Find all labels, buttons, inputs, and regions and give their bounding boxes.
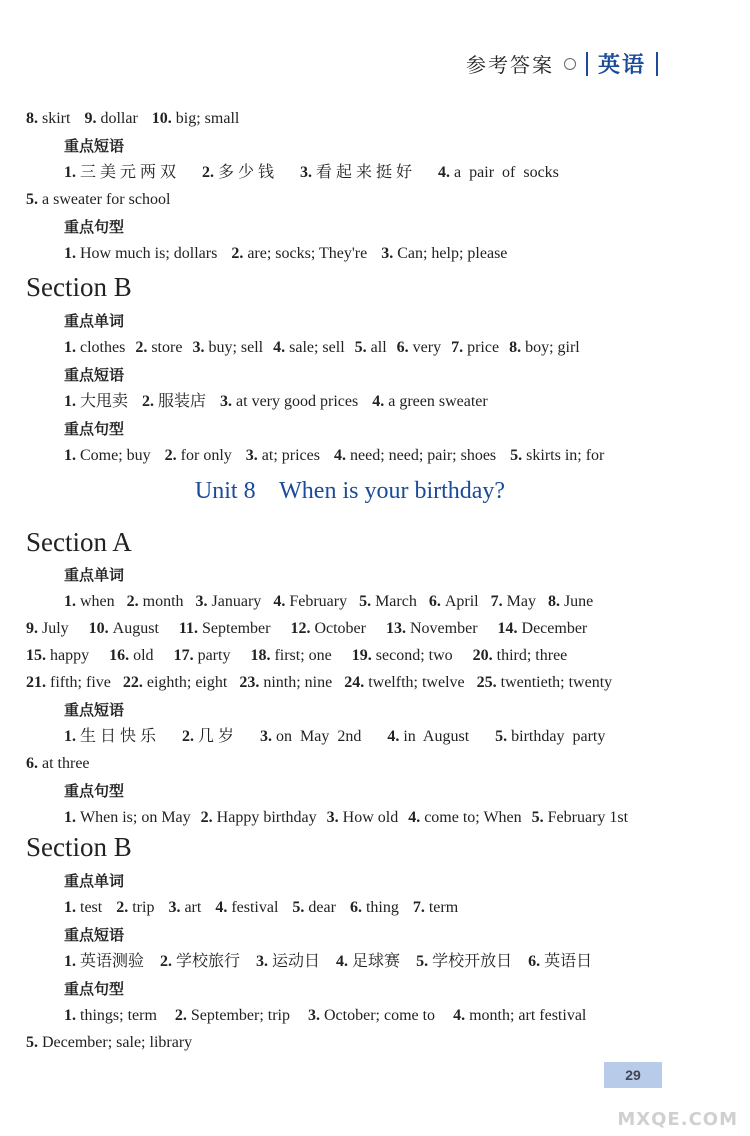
answer-number: 2. [202,164,219,181]
answer-text: third; three [496,647,568,664]
page-header [466,48,658,79]
answer-number: 8. [26,110,42,127]
answer-line [0,589,750,615]
answer-number: 4. [273,339,290,356]
answer-text: eighth; eight [146,674,228,691]
answer-item [381,245,507,262]
answer-number: 2. [135,339,152,356]
answer-number: 3. [195,593,212,610]
answer-item [64,245,217,262]
answer-number: 22. [122,674,147,691]
answer-item [355,339,387,356]
answer-item [220,393,358,410]
answer-item [231,245,367,262]
answer-text: 学校旅行 [176,953,241,970]
answer-text: clothes [80,339,126,356]
answer-text: Happy birthday [216,809,317,826]
answer-text: twentieth; twenty [500,674,613,691]
answer-text: October [314,620,366,637]
answer-line [0,751,750,777]
section-title: Section A [26,527,132,557]
section-label: 重点单词 [64,872,125,890]
answer-text: a green sweater [388,393,488,410]
answer-item [510,447,604,464]
section-label: 重点单词 [64,566,125,584]
answer-text: Can; help; please [397,245,508,262]
answer-item [123,674,227,691]
answer-number: 3. [300,164,317,181]
answer-number: 6. [349,899,366,916]
answer-number: 3. [220,393,237,410]
answer-item [116,899,154,916]
answer-text: March [375,593,417,610]
answer-text: 足球赛 [352,953,401,970]
answer-item [327,809,399,826]
answer-item [473,647,568,664]
answer-text: store [151,339,183,356]
answer-text: dear [308,899,336,916]
answer-item [64,899,102,916]
answer-number: 5. [416,953,433,970]
answer-number: 2. [116,899,133,916]
answer-item [165,447,232,464]
answer-text: thing [365,899,399,916]
answer-line [0,187,750,213]
answer-text: a sweater for school [42,191,171,208]
answer-item [174,647,231,664]
answer-item [250,647,331,664]
answer-number: 8. [547,593,564,610]
answer-number: 6. [528,953,545,970]
answer-item [246,447,320,464]
answer-number: 5. [495,728,512,745]
answer-number: 1. [64,339,80,356]
answer-number: 3. [256,953,273,970]
answer-item [196,593,262,610]
answer-item [135,339,182,356]
answer-number: 1. [64,164,80,181]
header-subject: 英语 [597,53,646,78]
answer-item [202,164,274,181]
answer-text: at three [42,755,90,772]
answer-number: 6. [26,755,42,772]
answer-number: 5. [26,191,42,208]
answer-text: first; one [274,647,332,664]
answer-number: 1. [64,899,80,916]
answer-text: June [563,593,594,610]
answer-item [64,953,144,970]
answer-text: February [289,593,348,610]
answer-text: month; art festival [469,1007,587,1024]
divider [586,52,588,76]
answer-item [256,953,320,970]
answer-number: 4. [438,164,455,181]
answer-text: are; socks; They're [247,245,368,262]
answer-text: 三 美 元 两 双 [80,164,177,181]
answer-item [413,899,458,916]
answer-text: January [211,593,262,610]
answer-item [273,339,345,356]
answer-text: ninth; nine [263,674,333,691]
answer-item [498,620,588,637]
answer-text: need; need; pair; shoes [349,447,497,464]
answer-item [64,1007,157,1024]
circle-icon [564,58,576,70]
answer-number: 3. [307,1007,324,1024]
answer-number: 1. [64,809,80,826]
answer-number: 4. [387,728,404,745]
answer-text: When is; on May [80,809,191,826]
answer-number: 4. [333,447,350,464]
answer-item [26,674,111,691]
answer-number: 1. [64,393,80,410]
answer-line [0,895,750,921]
answer-item [260,728,361,745]
answer-text: skirts in; for [526,447,605,464]
answer-text: 大甩卖 [80,393,129,410]
answer-number: 4. [372,393,389,410]
section-label: 重点句型 [64,218,125,236]
answer-text: at very good prices [236,393,359,410]
answer-item [215,899,278,916]
answer-number: 7. [451,339,468,356]
answer-text: term [428,899,459,916]
answer-number: 24. [344,674,369,691]
answer-line [0,160,750,186]
answer-text: 几 岁 [198,728,235,745]
answer-text: for only [180,447,232,464]
section-label: 重点短语 [64,926,125,944]
answer-text: July [42,620,69,637]
answer-number: 1. [64,245,80,262]
answer-text: art [184,899,202,916]
answer-number: 16. [109,647,134,664]
answer-item [453,1007,586,1024]
answer-number: 3. [381,245,398,262]
answer-number: 2. [126,593,143,610]
answer-number: 1. [64,593,80,610]
answer-item [372,393,488,410]
answer-number: 11. [178,620,203,637]
answer-number: 18. [250,647,275,664]
answer-text: things; term [80,1007,157,1024]
answer-text: October; come to [323,1007,436,1024]
answer-text: 英语日 [544,953,593,970]
answer-text: on May 2nd [276,728,362,745]
answer-line [0,443,750,469]
answer-number: 2. [164,447,181,464]
answer-text: November [409,620,478,637]
answer-text: all [370,339,387,356]
answer-number: 9. [84,110,101,127]
answer-number: 17. [173,647,198,664]
answer-line [0,389,750,415]
answer-number: 12. [290,620,315,637]
answer-item [408,809,521,826]
answer-text: 生 日 快 乐 [80,728,157,745]
section-title: Section B [26,272,132,302]
answer-item [89,620,159,637]
answer-item [495,728,605,745]
answer-text: 多 少 钱 [218,164,275,181]
answer-item [64,593,115,610]
answer-text: when [80,593,115,610]
answer-text: old [133,647,154,664]
answer-item [168,899,201,916]
answer-item [429,593,479,610]
answer-text: 看 起 来 挺 好 [316,164,413,181]
answer-line [0,1003,750,1029]
answer-number: 21. [26,674,50,691]
answer-text: test [80,899,103,916]
answer-number: 3. [326,809,343,826]
answer-number: 4. [408,809,425,826]
answer-item [548,593,593,610]
answer-item [109,647,153,664]
answer-item [64,393,128,410]
answer-number: 4. [453,1007,470,1024]
answer-number: 2. [200,809,217,826]
answer-item [416,953,512,970]
answer-number: 2. [174,1007,191,1024]
answer-text: festival [231,899,279,916]
answer-number: 5. [510,447,527,464]
answer-text: December [521,620,588,637]
answer-text: sale; sell [289,339,345,356]
answer-item [308,1007,435,1024]
answer-text: September [202,620,271,637]
answer-item [142,393,206,410]
answer-line [0,643,750,669]
answer-number: 7. [412,899,429,916]
answer-item [64,728,156,745]
answer-item [64,809,191,826]
answer-item [350,899,399,916]
answer-item [201,809,317,826]
answer-text: party [197,647,231,664]
answer-text: birthday party [511,728,606,745]
answer-item [273,593,347,610]
answer-text: April [444,593,479,610]
answer-item [84,110,137,127]
answer-item [239,674,332,691]
section-label: 重点单词 [64,312,125,330]
header-title: 参考答案 [465,55,554,77]
answer-item [336,953,400,970]
answer-number: 1. [64,728,80,745]
answer-line [0,1030,750,1056]
answer-text: How old [342,809,399,826]
answer-text: How much is; dollars [80,245,218,262]
answer-number: 9. [26,620,42,637]
answer-text: December; sale; library [42,1034,193,1051]
answer-text: fifth; five [50,674,111,691]
answer-item [344,674,464,691]
answer-text: February 1st [547,809,629,826]
answer-text: May [506,593,536,610]
answer-text: happy [50,647,90,664]
answer-text: big; small [175,110,240,127]
answer-number: 20. [472,647,497,664]
answer-text: boy; girl [525,339,580,356]
answer-item [300,164,412,181]
section-title: Section B [26,832,132,862]
answer-number: 6. [396,339,413,356]
answer-number: 2. [182,728,199,745]
answer-number: 1. [64,447,80,464]
answer-number: 1. [64,1007,80,1024]
answer-item [179,620,271,637]
divider [656,52,658,76]
answer-number: 5. [354,339,371,356]
answer-number: 4. [215,899,232,916]
answer-text: month [142,593,184,610]
section-label: 重点短语 [64,366,125,384]
answer-text: dollar [100,110,138,127]
answer-item [334,447,496,464]
answer-item [509,339,580,356]
answer-line [0,949,750,975]
answer-line [0,670,750,696]
answer-number: 10. [88,620,113,637]
answer-number: 10. [151,110,176,127]
answer-text: September; trip [190,1007,290,1024]
answer-number: 4. [273,593,290,610]
section-label: 重点句型 [64,420,125,438]
answer-text: August [112,620,159,637]
answer-text: 服装店 [158,393,207,410]
answer-number: 23. [239,674,264,691]
answer-number: 5. [292,899,309,916]
answer-item [127,593,184,610]
watermark: MXQE.COM [617,1109,738,1130]
answer-line [0,616,750,642]
answer-number: 3. [260,728,277,745]
answer-number: 6. [428,593,445,610]
answer-item [397,339,441,356]
answer-item [386,620,478,637]
answer-item [438,164,559,181]
answer-item [192,339,263,356]
answer-item [26,191,170,208]
answer-item [292,899,336,916]
answer-item [64,447,151,464]
answer-item [451,339,499,356]
answer-item [26,647,89,664]
answer-number: 4. [336,953,353,970]
answer-item [175,1007,290,1024]
answer-number: 7. [490,593,507,610]
answer-text: skirt [42,110,71,127]
answer-number: 14. [497,620,522,637]
section-label: 重点句型 [64,782,125,800]
section-label: 重点短语 [64,137,125,155]
answer-number: 25. [476,674,501,691]
answer-text: a pair of socks [454,164,559,181]
answer-text: 英语测验 [80,953,145,970]
answer-item [532,809,628,826]
answer-item [491,593,536,610]
answer-number: 3. [168,899,185,916]
answer-line [0,241,750,267]
answer-item [64,164,176,181]
answer-item [26,110,70,127]
answer-text: Come; buy [80,447,151,464]
answer-item [477,674,613,691]
answer-number: 5. [359,593,376,610]
answer-item [160,953,240,970]
answer-item [182,728,234,745]
answer-number: 5. [26,1034,42,1051]
answer-item [352,647,453,664]
answer-text: very [412,339,442,356]
answer-line [0,724,750,750]
answer-text: second; two [375,647,453,664]
answer-line [0,805,750,831]
answer-line [0,106,750,132]
answer-number: 2. [160,953,177,970]
answer-item [528,953,592,970]
unit-title: Unit 8 When is your birthday? [194,478,506,504]
answer-item [152,110,240,127]
answer-number: 3. [192,339,209,356]
answer-text: 学校开放日 [432,953,513,970]
answer-line [0,335,750,361]
answer-number: 19. [351,647,376,664]
answer-text: trip [132,899,155,916]
answer-item [359,593,417,610]
answer-number: 3. [245,447,262,464]
answer-item [290,620,366,637]
answer-item [26,755,90,772]
answer-item [26,1034,192,1051]
answer-text: buy; sell [208,339,264,356]
answer-item [64,339,125,356]
answer-text: in August [403,728,470,745]
answer-text: price [467,339,500,356]
answer-item [387,728,469,745]
answer-text: come to; When [424,809,522,826]
answer-number: 13. [385,620,410,637]
answer-number: 2. [231,245,248,262]
answer-number: 5. [531,809,548,826]
answer-number: 15. [26,647,50,664]
answer-text: at; prices [261,447,320,464]
answer-number: 1. [64,953,80,970]
answer-text: 运动日 [272,953,321,970]
answer-number: 8. [509,339,526,356]
section-label: 重点短语 [64,701,125,719]
answer-number: 2. [142,393,159,410]
page-number: 29 [604,1062,662,1088]
section-label: 重点句型 [64,980,125,998]
answer-text: twelfth; twelve [368,674,465,691]
answer-item [26,620,69,637]
